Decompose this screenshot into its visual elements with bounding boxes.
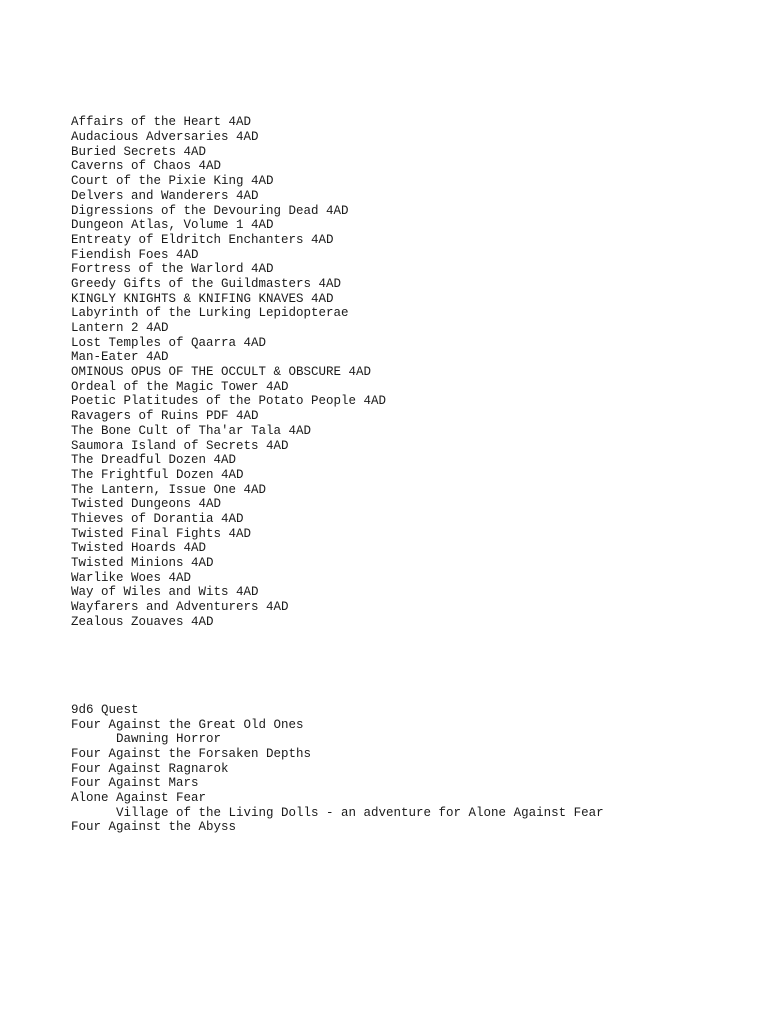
list-item: Four Against the Great Old Ones <box>71 717 304 732</box>
list-item: Wayfarers and Adventurers 4AD <box>71 600 289 615</box>
product-list-4ad <box>71 115 604 629</box>
list-item: Alone Against Fear <box>71 791 207 806</box>
list-item: Dungeon Atlas, Volume 1 4AD <box>71 218 274 233</box>
list-item: Four Against the Abyss <box>71 820 237 835</box>
sub-list-item: Village of the Living Dolls - an adventure for Alone Against Fear <box>116 805 604 820</box>
list-item: Lantern 2 4AD <box>71 321 169 336</box>
list-item: Affairs of the Heart 4AD <box>71 115 252 130</box>
list-item: Ordeal of the Magic Tower 4AD <box>71 379 289 394</box>
list-item: Twisted Final Fights 4AD <box>71 526 252 541</box>
product-list-other <box>71 703 604 835</box>
list-item: Labyrinth of the Lurking Lepidopterae <box>71 306 349 321</box>
list-item: The Bone Cult of Tha'ar Tala 4AD <box>71 423 312 438</box>
section-gap <box>71 659 604 674</box>
list-item: Thieves of Dorantia 4AD <box>71 511 244 526</box>
list-item: Zealous Zouaves 4AD <box>71 614 214 629</box>
list-item: Delvers and Wanderers 4AD <box>71 188 259 203</box>
list-item: Four Against Ragnarok <box>71 761 229 776</box>
list-item: Fortress of the Warlord 4AD <box>71 262 274 277</box>
list-item: Ravagers of Ruins PDF 4AD <box>71 409 259 424</box>
list-item: The Lantern, Issue One 4AD <box>71 482 267 497</box>
list-item: Poetic Platitudes of the Potato People 4AD <box>71 394 387 409</box>
list-item: The Dreadful Dozen 4AD <box>71 453 237 468</box>
list-item: Audacious Adversaries 4AD <box>71 130 259 145</box>
list-item: Man-Eater 4AD <box>71 350 169 365</box>
list-item: OMINOUS OPUS OF THE OCCULT & OBSCURE 4AD <box>71 365 372 380</box>
list-item: 9d6 Quest <box>71 702 139 717</box>
list-item: Twisted Minions 4AD <box>71 556 214 571</box>
list-item: Greedy Gifts of the Guildmasters 4AD <box>71 276 342 291</box>
sub-list-item: Dawning Horror <box>116 732 222 747</box>
list-item: Buried Secrets 4AD <box>71 144 207 159</box>
list-item: Warlike Woes 4AD <box>71 570 192 585</box>
list-item: Saumora Island of Secrets 4AD <box>71 438 289 453</box>
list-item: Twisted Dungeons 4AD <box>71 497 222 512</box>
list-item: Fiendish Foes 4AD <box>71 247 199 262</box>
list-item: Lost Temples of Qaarra 4AD <box>71 335 267 350</box>
list-item: Twisted Hoards 4AD <box>71 541 207 556</box>
list-item: Way of Wiles and Wits 4AD <box>71 585 259 600</box>
list-item: Caverns of Chaos 4AD <box>71 159 222 174</box>
list-item: Court of the Pixie King 4AD <box>71 174 274 189</box>
list-item: Four Against the Forsaken Depths <box>71 747 312 762</box>
document-page <box>71 86 604 850</box>
list-item: Digressions of the Devouring Dead 4AD <box>71 203 349 218</box>
list-item: KINGLY KNIGHTS & KNIFING KNAVES 4AD <box>71 291 334 306</box>
list-item: The Frightful Dozen 4AD <box>71 467 244 482</box>
list-item: Entreaty of Eldritch Enchanters 4AD <box>71 232 334 247</box>
list-item: Four Against Mars <box>71 776 199 791</box>
